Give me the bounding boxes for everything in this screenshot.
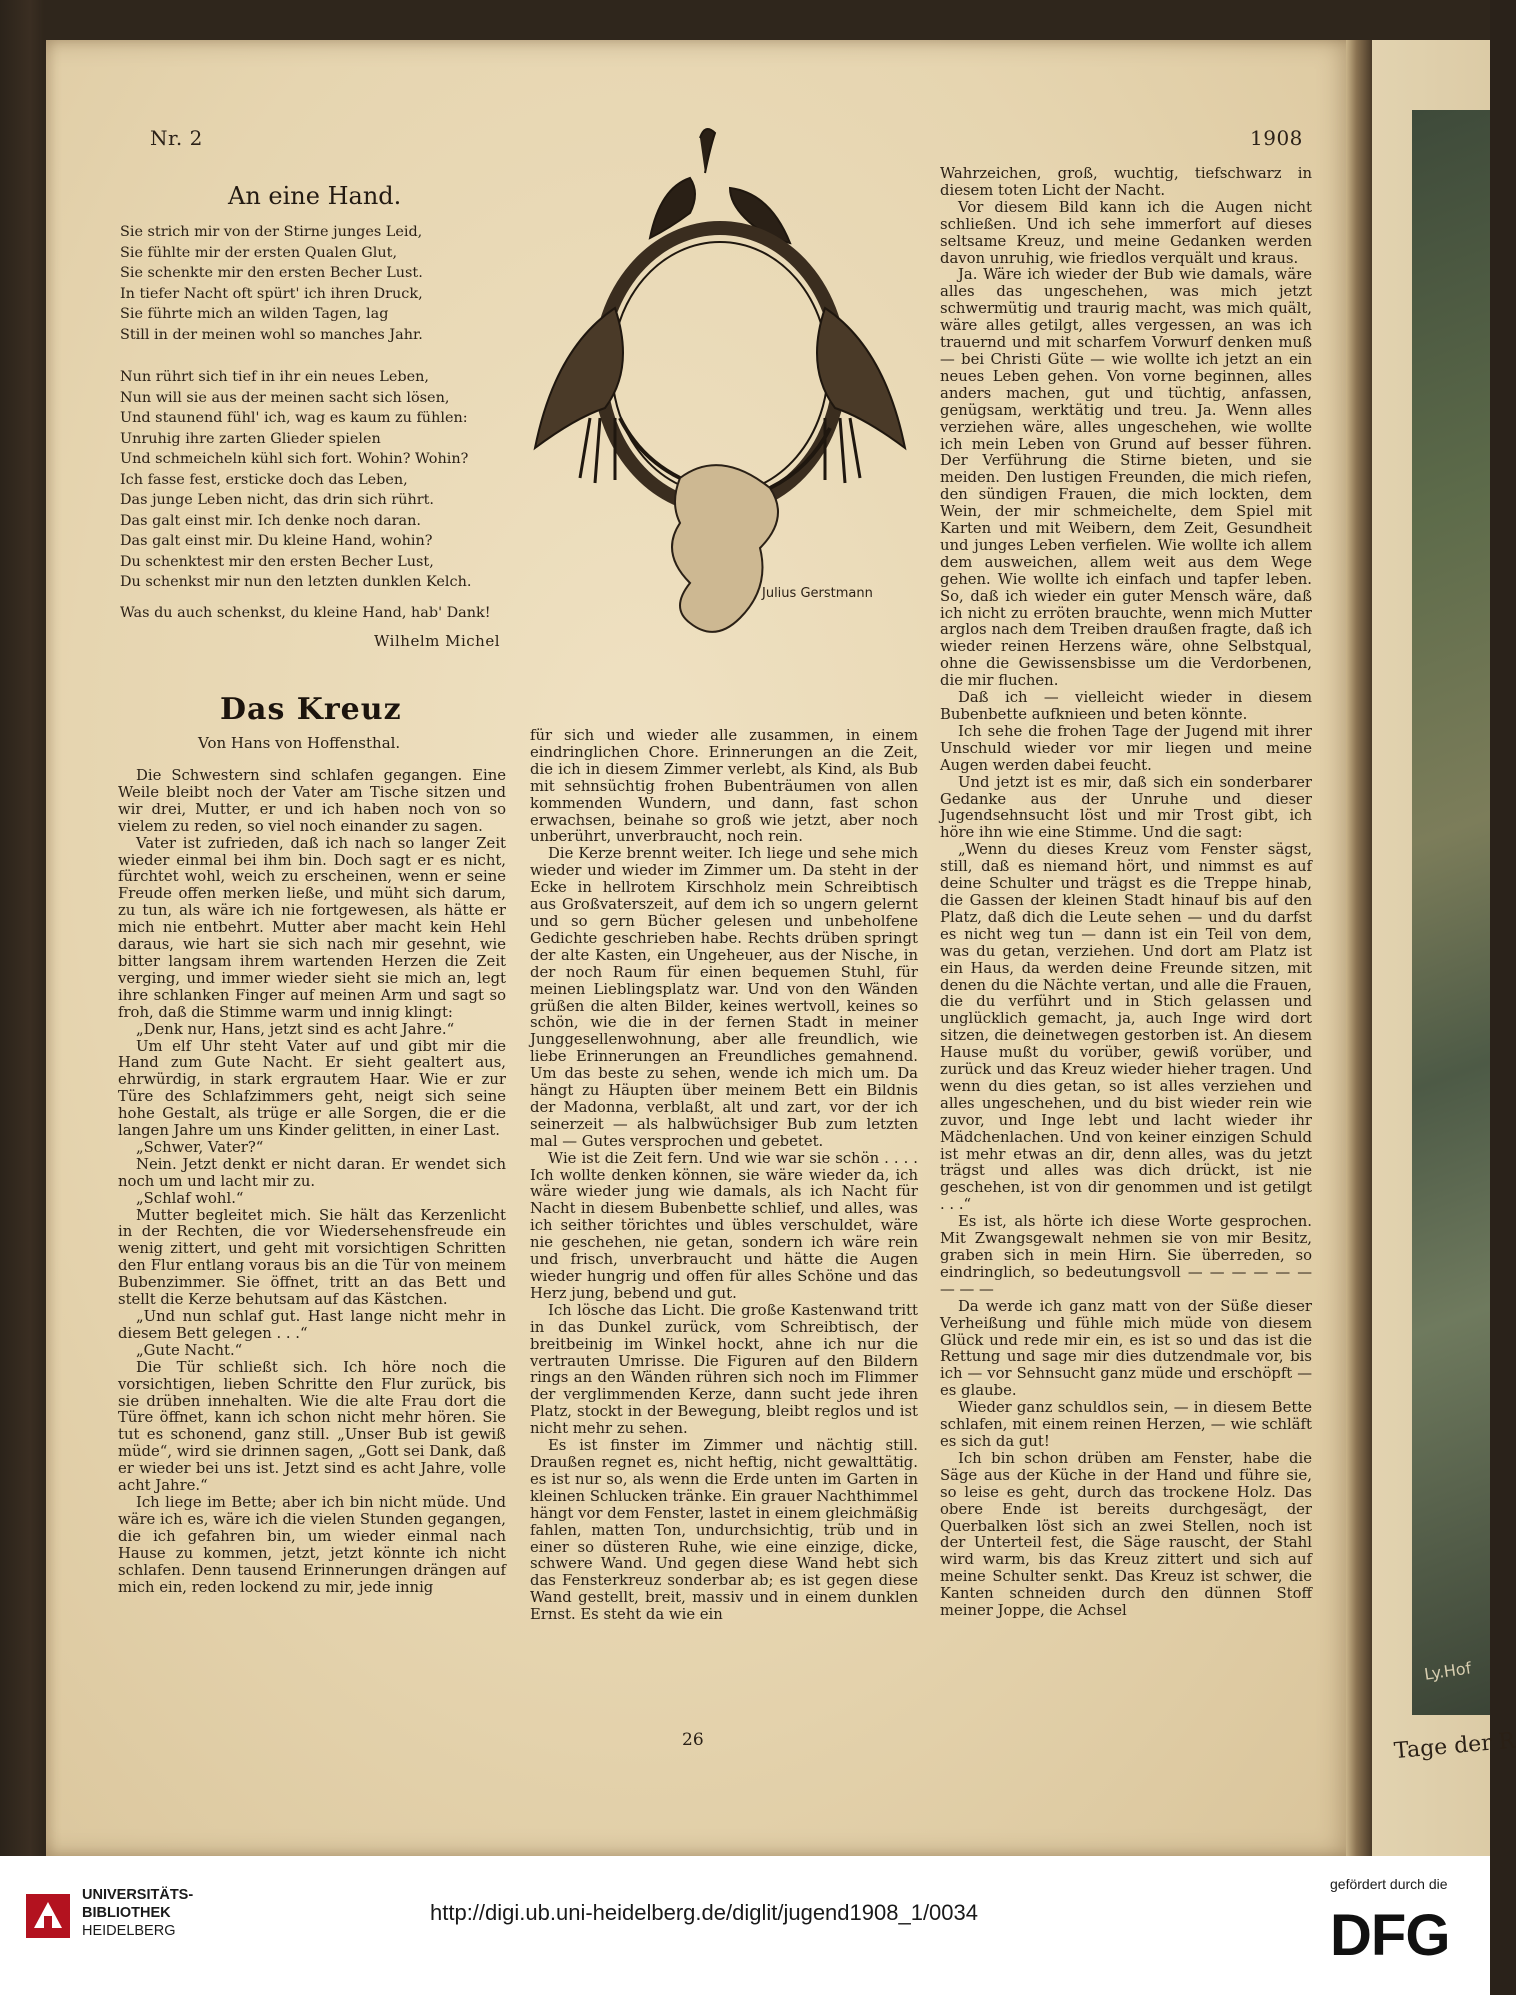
paragraph: Ich liege im Bette; aber ich bin nicht müde. Und wäre ich es, wäre ich die vielen Stunden gegangen, die ich gefahren bin, um wieder einmal nach Hause zu kommen, jetzt, jetzt könnte ich nicht schlafen. Denn tausend Erinnerungen drängen auf mich ein, reden lockend zu mir, jede innig	[118, 1493, 506, 1596]
issue-year: 1908	[1250, 126, 1303, 150]
institution-name[interactable]	[82, 1886, 193, 1940]
laurel-wreath-inner	[612, 242, 828, 494]
poem-line: Sie führte mich an wilden Tagen, lag	[120, 306, 389, 322]
poem-closing-line: Was du auch schenkst, du kleine Hand, hab' Dank!	[120, 605, 491, 621]
poem-line: Das galt einst mir. Ich denke noch daran.	[120, 512, 421, 529]
paragraph: für sich und wieder alle zusammen, in einem eindringlichen Chore. Erinnerungen an die Zeit, die ich in diesem Zimmer verlebt, als Kind, als Bub mit sehnsüchtig frohen Bubenträumen von allen kommenden Wundern, und dann, fast schon erwachsen, beinahe so groß wie jetzt, aber noch unberührt, unverbraucht, noch rein.	[530, 727, 918, 846]
paragraph: „Und nun schlaf gut. Hast lange nicht mehr in diesem Bett gelegen . . .“	[118, 1308, 506, 1342]
viewer-footer	[0, 1856, 1490, 1995]
paragraph: Um elf Uhr steht Vater auf und gibt mir die Hand zum Gute Nacht. Er sieht gealtert aus, ehrwürdig, in stark ergrautem Haar. Wie er zur Türe des Schlafzimmers geht, neigt sich seine hohe Gestalt, als trüge er alle Sorgen, die er die langen Jahre um uns Kinder gelitten, in einer Last.	[118, 1037, 506, 1140]
paragraph: Mutter begleitet mich. Sie hält das Kerzenlicht in der Rechten, die vor Wiedersehensfreude ein wenig zittert, und geht mit vorsichtigen Schritten den Flur entlang voraus bis an die Tür von meinem Bubenzimmer. Sie öffnet, tritt an das Bett und stellt die Kerze behutsam auf das Kästchen.	[118, 1206, 506, 1309]
paragraph: Die Kerze brennt weiter. Ich liege und sehe mich wieder und wieder im Zimmer um. Da steht in der Ecke in hellrotem Kirschholz mein Schreibtisch aus Großvaterszeit, auf dem ich so ungern gelernt und so gern Bücher gelesen und unbeholfene Gedichte geschrieben habe. Rechts drüben springt der alte Kasten, ein Ungeheuer, aus der Nische, in der noch Raum für einen bequemen Stuhl, für meinen Lieblingsplatz war. Und von den Wänden grüßen die alten Bilder, keines wertvoll, keines so schön, wie die in der fernen Stadt in meiner Junggesellenwohnung, aber alle freundlich, wie liebe Erinnerungen an Freundliches gemahnend. Um das beste zu sehen, wende ich mich um. Da hängt zu Häupten über meinem Bett ein Bildnis der Madonna, verblaßt, alt und zart, vor der ich seinerzeit — als halbwüchsiger Bub zum letzten mal — Gutes versprochen und gebetet.	[530, 845, 918, 1150]
poem-line: Still in der meinen wohl so manches Jahr.	[120, 326, 423, 343]
cherub	[672, 465, 778, 632]
university-seal-icon	[24, 1892, 72, 1940]
paragraph: „Schwer, Vater?“	[136, 1138, 264, 1156]
paragraph: Wahrzeichen, groß, wuchtig, tiefschwarz in diesem toten Licht der Nacht.	[940, 165, 1312, 199]
poem-line: Das junge Leben nicht, das drin sich rührt.	[120, 492, 434, 508]
paragraph: Vater ist zufrieden, daß ich nach so langer Zeit wieder einmal bei ihm bin. Doch sagt er es nicht, fürchtet wohl, weich zu erscheinen, wenn er seine Freude offen merken ließe, und müht sich darum, zu tun, als wäre ich nie fortgewesen, als hätte er mich nie entbehrt. Mutter aber macht kein Hehl daraus, wie hart sie sich nach mir gesehnt, wie bitter langsam ihrem wartenden Herzen die Zeit verging, und immer wieder sieht sie mich an, legt ihre schlanken Finger auf meinen Arm und sagt so froh, daß die Stimme warm und innig klingt:	[118, 834, 506, 1021]
paragraph: Und jetzt ist es mir, daß sich ein sonderbarer Gedanke aus der Unruhe und dieser Jugendsehnsucht löst und mir Trost gibt, ich höre ihn wie eine Stimme. Und die sagt:	[940, 773, 1312, 842]
paragraph: Daß ich — vielleicht wieder in diesem Bubenbette aufknieen und beten könnte.	[940, 689, 1312, 723]
institution-line-1: UNIVERSITÄTS-	[82, 1887, 194, 1903]
poem-line: Und schmeicheln kühl sich fort. Wohin? Wohin?	[120, 451, 469, 467]
paragraph: Da werde ich ganz matt von der Süße dieser Verheißung und fühle mich müde von diesem Glück und rede mir ein, es ist so und das ist die Rettung und sage mir dies dutzendmale vor, bis ich — vor Sehnsucht ganz müde und erschöpft — es glaube.	[940, 1297, 1312, 1400]
poem-title: An eine Hand.	[228, 182, 402, 210]
paragraph: Ja. Wäre ich wieder der Bub wie damals, wäre alles das ungeschehen, was mich jetzt schwermütig und traurig macht, was mich quält, wäre alles getilgt, alles vergessen, an was ich trauernd und mit scharfem Vorwurf denken muß — bei Christi Güte — wie wollte ich jetzt an ein neues Leben gehen. Von vorne beginnen, alles anders machen, gut und tüchtig, anfassen, genügsam, werktätig und treu. Ja. Wenn alles verziehen wäre, alles ungeschehen, wie wollte ich mein Leben von Grund auf besser führen. Der Verführung die Stirne bieten, und sie meiden. Den lustigen Freunden, die mich riefen, den sündigen Frauen, die mich lockten, dem Wein, der mir schmeichelte, dem Spiel mit Karten und mit Weibern, dem Zeit, Gesundheit und junges Leben verfielen. Wie wollte ich allem dem ausweichen, allem weit aus dem Wege gehen. Wie wollte ich einfach und tapfer leben. So, daß ich wieder ein guter Mensch wäre, daß ich nicht zu erröten brauchte, wenn mich Mutter arglos nach dem Treiben draußen fragte, daß ich wieder reinen Herzens wäre, ohne Selbstqual, ohne die Gewissensbisse um die Verdorbenen, die mir fluchen.	[940, 266, 1312, 690]
plate-signature: Ly.Hof	[1423, 1658, 1473, 1684]
poem-line: Unruhig ihre zarten Glieder spielen	[120, 430, 381, 447]
issue-number: Nr. 2	[150, 126, 203, 150]
funding-label: gefördert durch die	[1330, 1876, 1448, 1892]
paragraph: Vor diesem Bild kann ich die Augen nicht schließen. Und ich sehe immerfort auf dieses seltsame Kreuz, und meine Gedanken werden davon unruhig, wie friedlos verquält und kraus.	[940, 198, 1312, 267]
story-title: Das Kreuz	[220, 692, 402, 727]
poem-line: Das galt einst mir. Du kleine Hand, wohin?	[120, 533, 433, 549]
text-column-right	[940, 166, 1312, 1620]
paragraph: Die Schwestern sind schlafen gegangen. Eine Weile bleibt noch der Vater am Tische sitzen und wir drei, Mutter, er und ich haben noch von so vielem zu reden, so viel noch einander zu sagen.	[118, 767, 506, 835]
paragraph: Ich sehe die frohen Tage der Jugend mit ihrer Unschuld wieder vor mir liegen und meine Augen werden dabei feucht.	[940, 722, 1312, 774]
paragraph: „Denk nur, Hans, jetzt sind es acht Jahre.“	[136, 1020, 455, 1038]
paragraph: „Wenn du dieses Kreuz vom Fenster sägst, still, daß es niemand hört, und nimmst es auf deine Schulter und trägst es die Treppe hinab, die Gassen der kleinen Stadt hinauf bis auf den Platz, daß dich die Leute sehen — und du darfst es nicht weg tun — dann ist ein Teil von dem, was du getan, verziehen. Und dort am Platz ist ein Haus, da werden deine Freunde sitzen, mit denen du die Nächte vertan, und alle die Frauen, die du verführt und in Stich gelassen und unglücklich gemacht, ja, auch Inge wird dort sitzen, die deinetwegen gestorben ist. An diesem Hause mußt du vorüber, gewiß vorüber, und zurück und das Kreuz wieder hieher tragen. Und wenn du dies getan, so ist alles verziehen und alles ungeschehen, und du bist wieder rein wie zuvor, und Inge lebt und lacht wieder ihr Mädchenlachen. Und von keiner einzigen Schuld ist mehr etwas an dir, denn alles, was du jetzt trägst und alles was dich drückt, ist nie geschehen, ist von dir genommen und ist getilgt . . .“	[940, 841, 1312, 1214]
paragraph: Nein. Jetzt denkt er nicht daran. Er wendet sich noch um und lacht mir zu.	[118, 1155, 506, 1190]
plate-caption: Tage der R	[1393, 1728, 1516, 1765]
permalink-url[interactable]: http://digi.ub.uni-heidelberg.de/diglit/jugend1908_1/0034	[430, 1900, 978, 1925]
text-column-middle	[530, 728, 918, 1624]
paragraph: Die Tür schließt sich. Ich höre noch die vorsichtigen, lieben Schritte den Flur zurück, bis sie drüben innehalten. Wie die alte Frau dort die Türe öffnet, kann ich schon nicht mehr hören. Sie tut es schonend, ganz still. „Unser Bub ist gewiß müde“, wird sie drinnen sagen, „Gott sei Dank, daß er wieder bei uns ist. Jetzt sind es acht Jahre, volle acht Jahre.“	[118, 1358, 506, 1495]
paragraph: „Gute Nacht.“	[136, 1341, 243, 1359]
poem-stanza-1	[120, 222, 495, 345]
page-number: 26	[682, 1730, 704, 1750]
illustration-credit: Julius Gerstmann	[762, 586, 873, 601]
paragraph: Wieder ganz schuldlos sein, — in diesem Bette schlafen, mit einem reinen Herzen, — wie schläft es sich da gut!	[940, 1399, 1312, 1450]
paragraph: Ich lösche das Licht. Die große Kastenwand tritt in das Dunkel zurück, vom Schreibtisch, der breitbeinig im Winkel hockt, ahne ich nur die vertrauten Umrisse. Die Figuren auf den Bildern rings an den Wänden rühren sich noch im Flimmer der verglimmenden Kerze, dann sucht jede ihren Platz, stockt in der Bewegung, bleibt reglos und ist nicht mehr zu sehen.	[530, 1301, 918, 1438]
poem-stanza-2	[120, 367, 495, 593]
story-author: Von Hans von Hoffensthal.	[198, 734, 401, 752]
poem-line: Sie schenkte mir den ersten Becher Lust.	[120, 265, 423, 281]
poem-line: Sie strich mir von der Stirne junges Leid,	[120, 224, 423, 240]
bird-crest	[700, 129, 715, 173]
poem-line: Nun will sie aus der meinen sacht sich lösen,	[120, 389, 450, 406]
paragraph: Es ist, als hörte ich diese Worte gesprochen. Mit Zwangsgewalt nehmen sie von mir Besitz, graben sich in mein Hirn. Sie überreden, so eindringlich, so bedeutungsvoll — — — — — — — — —	[940, 1213, 1312, 1298]
book-gutter	[1346, 40, 1372, 1856]
poem-line: Du schenktest mir den ersten Becher Lust,	[120, 553, 434, 570]
poem-line: Und staunend fühl' ich, wag es kaum zu fühlen:	[120, 410, 468, 426]
paragraph: Ich bin schon drüben am Fenster, habe die Säge aus der Küche in der Hand und führe sie, so leise es geht, durch das trockene Holz. Das obere Ende ist bereits durchgesägt, der Querbalken löst sich an zwei Stellen, noch ist der Unterteil fest, die Säge rauscht, der Stahl wird warm, bis das Kreuz zittert und sich auf meine Schulter senkt. Das Kreuz ist schwer, die Kanten schneiden durch den dünnen Stoff meiner Joppe, die Achsel	[940, 1449, 1312, 1620]
poem-line: Du schenkst mir nun den letzten dunklen Kelch.	[120, 574, 472, 590]
paragraph: „Schlaf wohl.“	[136, 1189, 244, 1207]
color-plate-painting	[1412, 110, 1490, 1715]
institution-city: HEIDELBERG	[82, 1923, 176, 1939]
poem-line: Sie fühlte mir der ersten Qualen Glut,	[120, 244, 398, 261]
poem-line: Nun rührt sich tief in ihr ein neues Leben,	[120, 369, 429, 385]
institution-line-2: BIBLIOTHEK	[82, 1905, 171, 1921]
dfg-logo[interactable]: DFG	[1330, 1903, 1450, 1968]
poem-body	[120, 222, 495, 615]
paragraph: Wie ist die Zeit fern. Und wie war sie schön . . . . Ich wollte denken können, sie wäre wieder da, ich wäre wieder jung wie damals, als ich Nacht für Nacht in diesem Bubenbette schlief, und alles, was ich seither törichtes und übles verschuldet, wäre nie geschehen, nie getan, sondern ich wäre rein und frisch, unverbraucht und hätte die Augen wieder hungrig und offen für alles Schöne und das Herz jung, bebend und gut.	[530, 1149, 918, 1302]
poem-line: Ich fasse fest, ersticke doch das Leben,	[120, 471, 408, 488]
paragraph: Es ist finster im Zimmer und nächtig still. Draußen regnet es, nicht heftig, nicht gewalttätig. es ist nur so, als wenn die Erde unten im Garten in kleinen Schlucken tränke. Ein grauer Nachthimmel hängt vor dem Fenster, lastet in einem gleichmäßig fahlen, matten Ton, undurchsichtig, trüb und in einer so düsteren Ruhe, wie eine einzige, dicke, schwere Wand. Und gegen diese Wand hebt sich das Fensterkreuz sonderbar ab; es ist gegen diese Wand gestellt, breit, massiv und in einem dunklen Ernst. Es steht da wie ein	[530, 1437, 918, 1624]
poem-author: Wilhelm Michel	[374, 632, 500, 650]
text-column-left	[118, 768, 506, 1596]
wreath-cherub-illustration	[530, 118, 925, 658]
poem-line: In tiefer Nacht oft spürt' ich ihren Druck,	[120, 285, 423, 302]
